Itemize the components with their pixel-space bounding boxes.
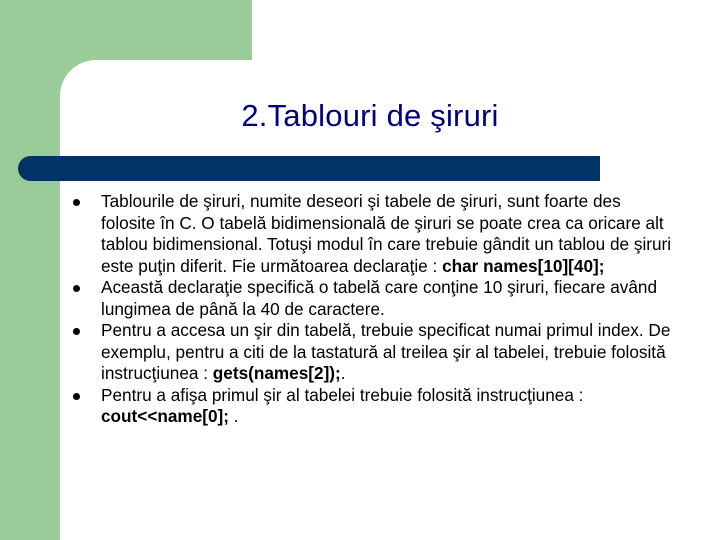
bullet-trailing-text: . xyxy=(228,406,239,426)
background-green-strip xyxy=(0,0,60,540)
bullet-item xyxy=(72,191,672,277)
bullet-text: Tablourile de şiruri, numite deseori şi tabele de şiruri, sunt foarte des folosite în C. O tabelă bidimensională de şiruri se poate crea ca oricare alt tablou bidimensional. Totuşi modul în care trebuie gândit un tablou de şiruri este puţin diferit. Fie următoarea declaraţie : xyxy=(101,191,672,276)
bullet-dot-icon xyxy=(73,393,80,400)
bullet-text: Această declaraţie specifică o tabelă care conţine 10 şiruri, fiecare având lungimea de până la 40 de caractere. xyxy=(101,277,658,319)
bullet-list xyxy=(72,191,672,428)
bullet-trailing-text: . xyxy=(340,363,346,383)
bullet-item xyxy=(72,320,672,385)
code-snippet: cout<<name[0]; xyxy=(101,406,229,426)
bullet-item xyxy=(72,385,672,428)
code-snippet: char names[10][40]; xyxy=(442,255,605,276)
bullet-dot-icon xyxy=(73,199,80,206)
bullet-dot-icon xyxy=(73,285,80,292)
bullet-text: Pentru a accesa un şir din tabelă, trebuie specificat numai primul index. De exemplu, pentru a citi de la tastatură al treilea şir al tabelei, trebuie folosită instrucţiunea : xyxy=(101,320,671,383)
bullet-item xyxy=(72,277,672,320)
code-snippet: gets(names[2]); xyxy=(212,363,341,383)
slide-title: 2.Tablouri de şiruri xyxy=(241,98,499,133)
bullet-text: Pentru a afişa primul şir al tabelei trebuie folosită instrucţiunea : xyxy=(101,384,584,405)
title-underline-bar xyxy=(18,156,600,181)
bullet-dot-icon xyxy=(73,328,80,335)
